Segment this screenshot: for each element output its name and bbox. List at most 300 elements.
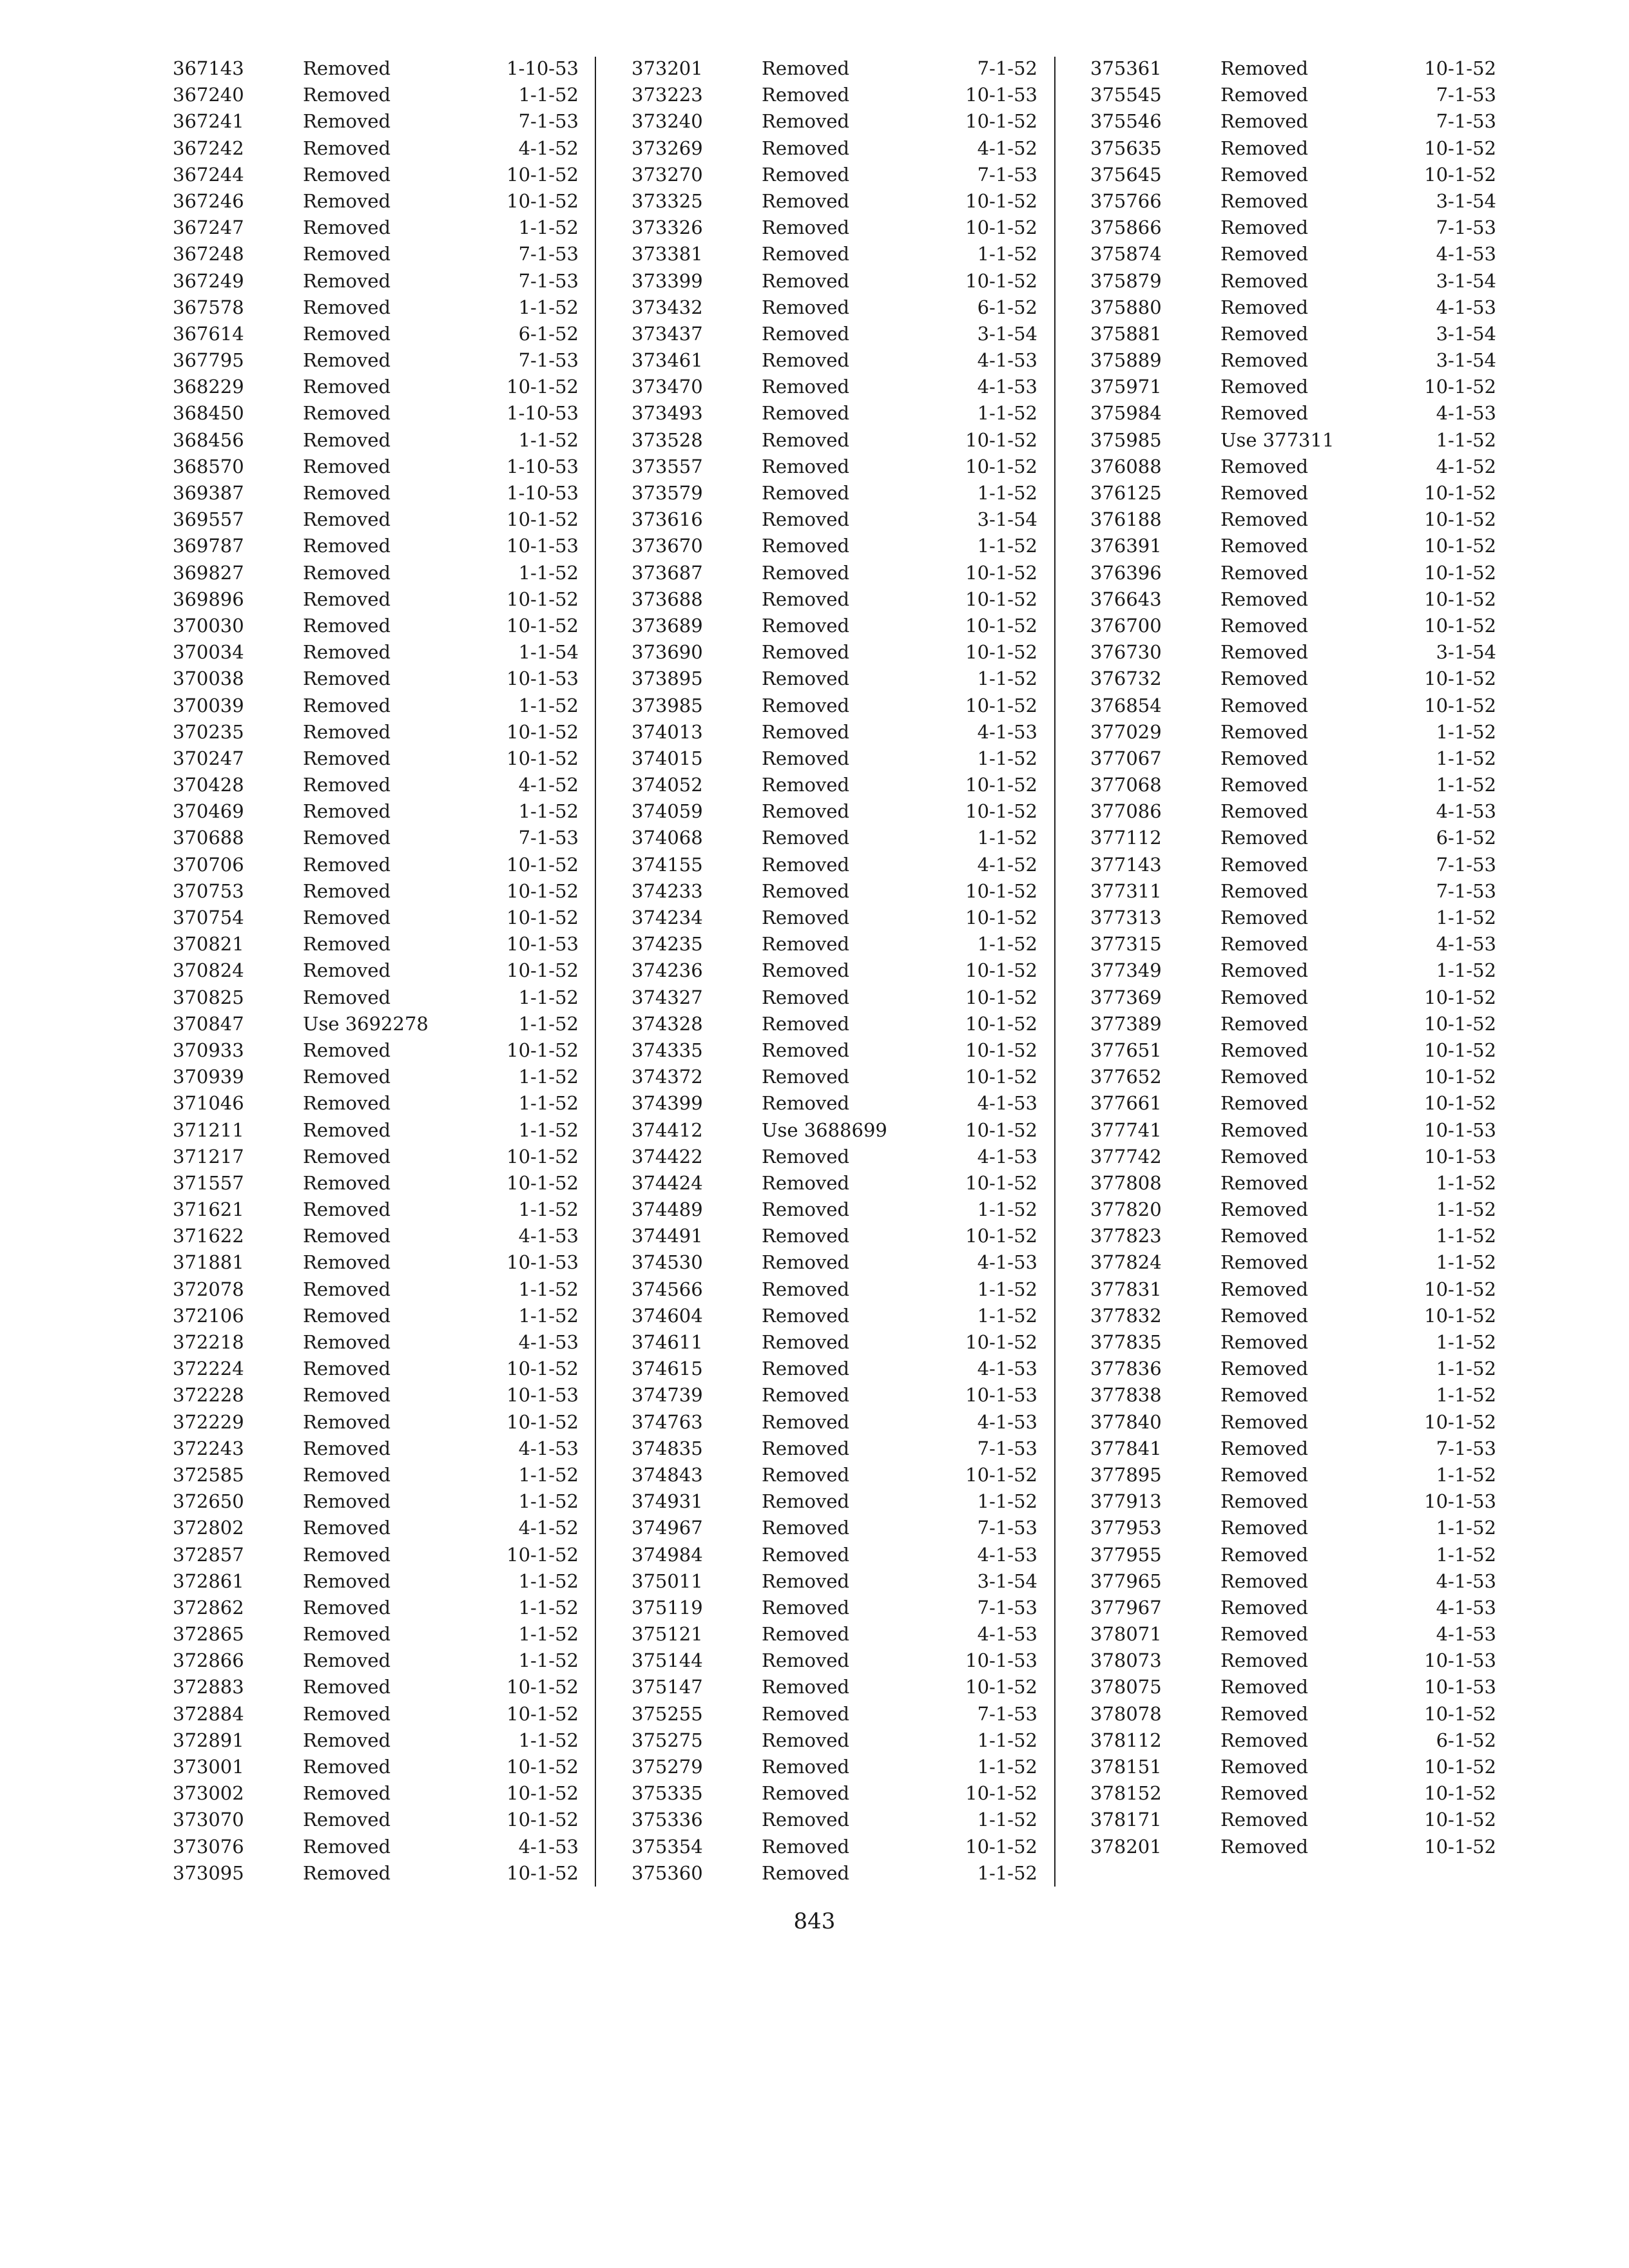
disposition: Removed — [303, 1145, 391, 1168]
list-item — [1090, 321, 1496, 347]
part-number: 377369 — [1090, 986, 1162, 1008]
effective-date: 7-1-53 — [1436, 216, 1496, 239]
effective-date: 1-1-52 — [518, 1596, 579, 1619]
disposition: Removed — [303, 455, 391, 477]
list-item — [1090, 1382, 1496, 1408]
list-item — [631, 1117, 1037, 1144]
part-number: 375336 — [631, 1809, 703, 1831]
disposition: Removed — [762, 535, 850, 557]
part-number: 374233 — [631, 879, 703, 902]
disposition: Removed — [1220, 1756, 1309, 1778]
disposition: Removed — [762, 1861, 850, 1884]
disposition: Removed — [1220, 110, 1309, 133]
effective-date: 10-1-53 — [965, 84, 1037, 106]
disposition: Use 377311 — [1220, 428, 1335, 451]
part-number: 374739 — [631, 1384, 703, 1407]
effective-date: 3-1-54 — [1436, 189, 1496, 212]
effective-date: 10-1-52 — [1424, 1702, 1496, 1725]
disposition: Removed — [762, 402, 850, 425]
list-item — [631, 1329, 1037, 1356]
list-item — [1090, 82, 1496, 108]
list-item — [173, 1356, 579, 1382]
list-item — [173, 719, 579, 745]
effective-date: 10-1-52 — [965, 269, 1037, 292]
part-number: 372650 — [173, 1490, 244, 1513]
effective-date: 10-1-52 — [506, 1171, 579, 1194]
disposition: Removed — [303, 1702, 391, 1725]
page-number: 843 — [793, 1908, 836, 1934]
list-item — [1090, 506, 1496, 533]
list-item — [173, 1648, 579, 1674]
disposition: Removed — [303, 322, 391, 345]
list-item — [631, 162, 1037, 188]
effective-date: 10-1-53 — [1424, 1676, 1496, 1698]
effective-date: 10-1-53 — [965, 1384, 1037, 1407]
list-item — [631, 852, 1037, 878]
effective-date: 10-1-52 — [506, 588, 579, 610]
part-number: 374372 — [631, 1066, 703, 1088]
part-number: 373985 — [631, 694, 703, 716]
part-number: 370428 — [173, 774, 244, 796]
list-item — [173, 798, 579, 825]
disposition: Removed — [303, 269, 391, 292]
list-item — [631, 666, 1037, 692]
effective-date: 1-1-52 — [1436, 1198, 1496, 1221]
disposition: Removed — [303, 1490, 391, 1513]
disposition: Removed — [1220, 402, 1309, 425]
list-item — [631, 1515, 1037, 1541]
list-item — [1090, 1356, 1496, 1382]
disposition: Removed — [1220, 1012, 1309, 1035]
part-number: 377389 — [1090, 1012, 1162, 1035]
effective-date: 1-1-52 — [518, 694, 579, 716]
part-number: 372224 — [173, 1358, 244, 1380]
effective-date: 4-1-53 — [1436, 1596, 1496, 1619]
list-item — [631, 1170, 1037, 1196]
part-number: 372078 — [173, 1278, 244, 1300]
list-item — [631, 1090, 1037, 1117]
list-item — [173, 1196, 579, 1223]
part-number: 372106 — [173, 1304, 244, 1327]
part-number: 367795 — [173, 349, 244, 372]
list-item — [173, 188, 579, 215]
part-number: 374013 — [631, 720, 703, 743]
part-number: 367614 — [173, 322, 244, 345]
effective-date: 7-1-53 — [518, 110, 579, 133]
effective-date: 4-1-53 — [977, 1623, 1037, 1646]
disposition: Removed — [303, 1570, 391, 1592]
effective-date: 3-1-54 — [1436, 641, 1496, 664]
disposition: Removed — [1220, 1092, 1309, 1115]
disposition: Removed — [303, 482, 391, 504]
part-number: 377824 — [1090, 1251, 1162, 1274]
disposition: Removed — [303, 1092, 391, 1115]
list-item — [631, 1807, 1037, 1833]
part-number: 375361 — [1090, 57, 1162, 79]
list-item — [631, 878, 1037, 905]
disposition: Removed — [1220, 1278, 1309, 1300]
effective-date: 1-1-52 — [518, 1570, 579, 1592]
part-number: 375279 — [631, 1756, 703, 1778]
part-number: 377651 — [1090, 1039, 1162, 1061]
effective-date: 1-1-52 — [1436, 1171, 1496, 1194]
disposition: Removed — [1220, 1039, 1309, 1061]
list-item — [173, 1249, 579, 1276]
effective-date: 10-1-52 — [965, 1225, 1037, 1247]
effective-date: 1-1-52 — [1436, 720, 1496, 743]
disposition: Removed — [1220, 933, 1309, 956]
part-number: 377652 — [1090, 1066, 1162, 1088]
disposition: Removed — [303, 376, 391, 398]
disposition: Removed — [1220, 959, 1309, 982]
list-item — [1090, 480, 1496, 506]
list-item — [173, 586, 579, 613]
part-number: 372891 — [173, 1729, 244, 1751]
part-number: 374335 — [631, 1039, 703, 1061]
list-item — [1090, 1648, 1496, 1674]
list-item — [631, 427, 1037, 454]
effective-date: 3-1-54 — [1436, 269, 1496, 292]
disposition: Removed — [762, 243, 850, 265]
disposition: Removed — [762, 216, 850, 239]
disposition: Removed — [303, 588, 391, 610]
effective-date: 10-1-53 — [506, 1384, 579, 1407]
effective-date: 10-1-52 — [506, 1039, 579, 1061]
list-item — [631, 347, 1037, 374]
effective-date: 4-1-53 — [1436, 800, 1496, 823]
disposition: Use 3688699 — [762, 1119, 887, 1141]
disposition: Removed — [762, 137, 850, 159]
effective-date: 10-1-52 — [1424, 1092, 1496, 1115]
list-item — [1090, 931, 1496, 957]
list-item — [1090, 1144, 1496, 1170]
disposition: Removed — [303, 1119, 391, 1141]
disposition: Removed — [762, 376, 850, 398]
effective-date: 10-1-52 — [965, 216, 1037, 239]
list-item — [1090, 586, 1496, 613]
disposition: Removed — [762, 668, 850, 690]
disposition: Removed — [762, 1756, 850, 1778]
disposition: Removed — [303, 1066, 391, 1088]
part-number: 374984 — [631, 1543, 703, 1566]
disposition: Removed — [1220, 1649, 1309, 1672]
disposition: Removed — [303, 1463, 391, 1486]
part-number: 377965 — [1090, 1570, 1162, 1592]
effective-date: 10-1-52 — [1424, 137, 1496, 159]
disposition: Removed — [762, 986, 850, 1008]
list-item — [173, 135, 579, 162]
part-number: 376391 — [1090, 535, 1162, 557]
effective-date: 4-1-53 — [977, 1543, 1037, 1566]
part-number: 367249 — [173, 269, 244, 292]
list-item — [631, 1303, 1037, 1329]
effective-date: 10-1-52 — [1424, 1835, 1496, 1858]
disposition: Removed — [1220, 853, 1309, 876]
effective-date: 1-1-52 — [977, 1304, 1037, 1327]
disposition: Removed — [762, 1066, 850, 1088]
disposition: Removed — [303, 1384, 391, 1407]
disposition: Removed — [303, 827, 391, 849]
disposition: Removed — [303, 879, 391, 902]
part-number: 373070 — [173, 1809, 244, 1831]
list-item — [1090, 1701, 1496, 1727]
list-item — [1090, 533, 1496, 559]
effective-date: 10-1-52 — [965, 1835, 1037, 1858]
effective-date: 4-1-52 — [1436, 455, 1496, 477]
effective-date: 4-1-53 — [1436, 1570, 1496, 1592]
disposition: Removed — [303, 1304, 391, 1327]
part-number: 375545 — [1090, 84, 1162, 106]
effective-date: 1-1-52 — [977, 933, 1037, 956]
list-item — [173, 1488, 579, 1515]
part-number: 377661 — [1090, 1092, 1162, 1115]
effective-date: 10-1-52 — [965, 1119, 1037, 1141]
effective-date: 1-1-52 — [1436, 774, 1496, 796]
effective-date: 10-1-52 — [506, 747, 579, 769]
effective-date: 10-1-52 — [506, 1543, 579, 1566]
part-number: 373688 — [631, 588, 703, 610]
list-item — [631, 1462, 1037, 1488]
part-number: 371211 — [173, 1119, 244, 1141]
part-number: 375335 — [631, 1782, 703, 1805]
effective-date: 10-1-52 — [506, 1410, 579, 1433]
part-number: 370247 — [173, 747, 244, 769]
effective-date: 1-1-52 — [977, 1809, 1037, 1831]
disposition: Removed — [303, 1809, 391, 1831]
disposition: Removed — [762, 774, 850, 796]
part-number: 374611 — [631, 1331, 703, 1353]
list-item — [1090, 427, 1496, 454]
effective-date: 1-1-52 — [518, 986, 579, 1008]
effective-date: 4-1-52 — [977, 137, 1037, 159]
disposition: Removed — [303, 959, 391, 982]
effective-date: 10-1-52 — [1424, 694, 1496, 716]
part-number: 378073 — [1090, 1649, 1162, 1672]
disposition: Removed — [1220, 614, 1309, 637]
disposition: Removed — [1220, 668, 1309, 690]
list-item — [631, 1754, 1037, 1780]
list-item — [173, 1223, 579, 1249]
list-item — [631, 506, 1037, 533]
disposition: Removed — [762, 959, 850, 982]
list-item — [1090, 693, 1496, 719]
list-item — [631, 321, 1037, 347]
effective-date: 10-1-52 — [506, 1756, 579, 1778]
list-item — [631, 931, 1037, 957]
effective-date: 10-1-52 — [1424, 1782, 1496, 1805]
disposition: Removed — [1220, 376, 1309, 398]
list-item — [173, 321, 579, 347]
disposition: Removed — [303, 1171, 391, 1194]
effective-date: 1-1-52 — [977, 1198, 1037, 1221]
part-number: 367242 — [173, 137, 244, 159]
list-item — [1090, 135, 1496, 162]
disposition: Removed — [762, 1517, 850, 1539]
part-number: 373399 — [631, 269, 703, 292]
disposition: Removed — [762, 163, 850, 186]
effective-date: 1-1-52 — [518, 1119, 579, 1141]
part-number: 367248 — [173, 243, 244, 265]
effective-date: 10-1-52 — [965, 907, 1037, 928]
effective-date: 6-1-52 — [1436, 1729, 1496, 1751]
part-number: 374424 — [631, 1171, 703, 1194]
effective-date: 1-1-52 — [977, 402, 1037, 425]
part-number: 378112 — [1090, 1729, 1162, 1751]
list-item — [173, 427, 579, 454]
part-number: 374236 — [631, 959, 703, 982]
effective-date: 1-1-52 — [1436, 907, 1496, 928]
part-number: 376643 — [1090, 588, 1162, 610]
part-number: 368456 — [173, 428, 244, 451]
part-number: 373223 — [631, 84, 703, 106]
list-item — [173, 1834, 579, 1860]
list-item — [173, 294, 579, 321]
part-number: 375011 — [631, 1570, 703, 1592]
effective-date: 4-1-53 — [518, 1835, 579, 1858]
part-number: 369827 — [173, 561, 244, 584]
part-number: 370038 — [173, 668, 244, 690]
list-item — [173, 1595, 579, 1621]
disposition: Removed — [762, 614, 850, 637]
effective-date: 10-1-52 — [965, 1012, 1037, 1035]
list-item — [631, 1196, 1037, 1223]
disposition: Removed — [1220, 216, 1309, 239]
effective-date: 1-1-54 — [518, 641, 579, 664]
part-number: 377838 — [1090, 1384, 1162, 1407]
disposition: Removed — [1220, 1729, 1309, 1751]
disposition: Removed — [303, 641, 391, 664]
part-number: 377835 — [1090, 1331, 1162, 1353]
list-item — [1090, 188, 1496, 215]
effective-date: 10-1-52 — [965, 774, 1037, 796]
disposition: Removed — [303, 747, 391, 769]
effective-date: 1-1-52 — [518, 1304, 579, 1327]
list-item — [173, 506, 579, 533]
disposition: Removed — [762, 1437, 850, 1459]
disposition: Removed — [1220, 1145, 1309, 1168]
disposition: Removed — [762, 1251, 850, 1274]
list-item — [631, 1037, 1037, 1064]
list-item — [1090, 1595, 1496, 1621]
part-number: 373579 — [631, 482, 703, 504]
effective-date: 1-1-52 — [518, 296, 579, 318]
part-number: 368450 — [173, 402, 244, 425]
disposition: Removed — [303, 986, 391, 1008]
list-item — [631, 798, 1037, 825]
effective-date: 10-1-52 — [506, 1145, 579, 1168]
effective-date: 10-1-53 — [1424, 1649, 1496, 1672]
disposition: Removed — [303, 57, 391, 79]
disposition: Removed — [762, 1623, 850, 1646]
effective-date: 1-1-52 — [977, 827, 1037, 849]
effective-date: 10-1-52 — [506, 1702, 579, 1725]
disposition: Removed — [1220, 57, 1309, 79]
disposition: Removed — [762, 189, 850, 212]
part-number: 377742 — [1090, 1145, 1162, 1168]
part-number: 367244 — [173, 163, 244, 186]
part-number: 377820 — [1090, 1198, 1162, 1221]
list-item — [173, 1037, 579, 1064]
list-item — [173, 639, 579, 666]
effective-date: 4-1-53 — [1436, 933, 1496, 956]
part-number: 370933 — [173, 1039, 244, 1061]
list-item — [1090, 1276, 1496, 1303]
part-number: 375866 — [1090, 216, 1162, 239]
list-item — [1090, 1568, 1496, 1595]
disposition: Removed — [762, 747, 850, 769]
disposition: Removed — [303, 561, 391, 584]
effective-date: 1-1-52 — [1436, 1251, 1496, 1274]
disposition: Removed — [762, 1171, 850, 1194]
effective-date: 10-1-52 — [506, 720, 579, 743]
list-item — [1090, 1542, 1496, 1568]
part-number: 371621 — [173, 1198, 244, 1221]
disposition: Removed — [1220, 1384, 1309, 1407]
effective-date: 10-1-52 — [1424, 1756, 1496, 1778]
part-number: 367240 — [173, 84, 244, 106]
list-item — [173, 1674, 579, 1700]
effective-date: 1-1-52 — [977, 535, 1037, 557]
list-item — [1090, 294, 1496, 321]
part-number: 372862 — [173, 1596, 244, 1619]
list-item — [1090, 1409, 1496, 1436]
part-number: 376700 — [1090, 614, 1162, 637]
effective-date: 10-1-52 — [965, 561, 1037, 584]
disposition: Removed — [1220, 1066, 1309, 1088]
part-number: 372883 — [173, 1676, 244, 1698]
part-number: 371881 — [173, 1251, 244, 1274]
disposition: Removed — [303, 614, 391, 637]
list-column-3 — [1090, 55, 1496, 1860]
part-number: 369787 — [173, 535, 244, 557]
part-number: 372243 — [173, 1437, 244, 1459]
list-item — [1090, 1621, 1496, 1648]
disposition: Removed — [303, 933, 391, 956]
effective-date: 10-1-53 — [1424, 1490, 1496, 1513]
list-item — [173, 1515, 579, 1541]
list-item — [631, 268, 1037, 294]
part-number: 374530 — [631, 1251, 703, 1274]
part-number: 373437 — [631, 322, 703, 345]
disposition: Removed — [1220, 243, 1309, 265]
effective-date: 1-1-52 — [1436, 1358, 1496, 1380]
effective-date: 10-1-53 — [965, 1649, 1037, 1672]
part-number: 371046 — [173, 1092, 244, 1115]
disposition: Removed — [1220, 1251, 1309, 1274]
disposition: Removed — [762, 1304, 850, 1327]
part-number: 375546 — [1090, 110, 1162, 133]
list-item — [173, 1303, 579, 1329]
list-item — [631, 1223, 1037, 1249]
effective-date: 10-1-52 — [1424, 1039, 1496, 1061]
list-item — [631, 1860, 1037, 1887]
part-number: 377953 — [1090, 1517, 1162, 1539]
part-number: 372861 — [173, 1570, 244, 1592]
effective-date: 10-1-52 — [965, 189, 1037, 212]
part-number: 370825 — [173, 986, 244, 1008]
effective-date: 1-1-52 — [977, 1756, 1037, 1778]
part-number: 375119 — [631, 1596, 703, 1619]
part-number: 373001 — [173, 1756, 244, 1778]
disposition: Removed — [303, 853, 391, 876]
disposition: Removed — [1220, 163, 1309, 186]
list-item — [173, 1860, 579, 1887]
list-item — [173, 666, 579, 692]
list-item — [1090, 666, 1496, 692]
part-number: 367143 — [173, 57, 244, 79]
part-number: 375985 — [1090, 428, 1162, 451]
part-number: 374835 — [631, 1437, 703, 1459]
